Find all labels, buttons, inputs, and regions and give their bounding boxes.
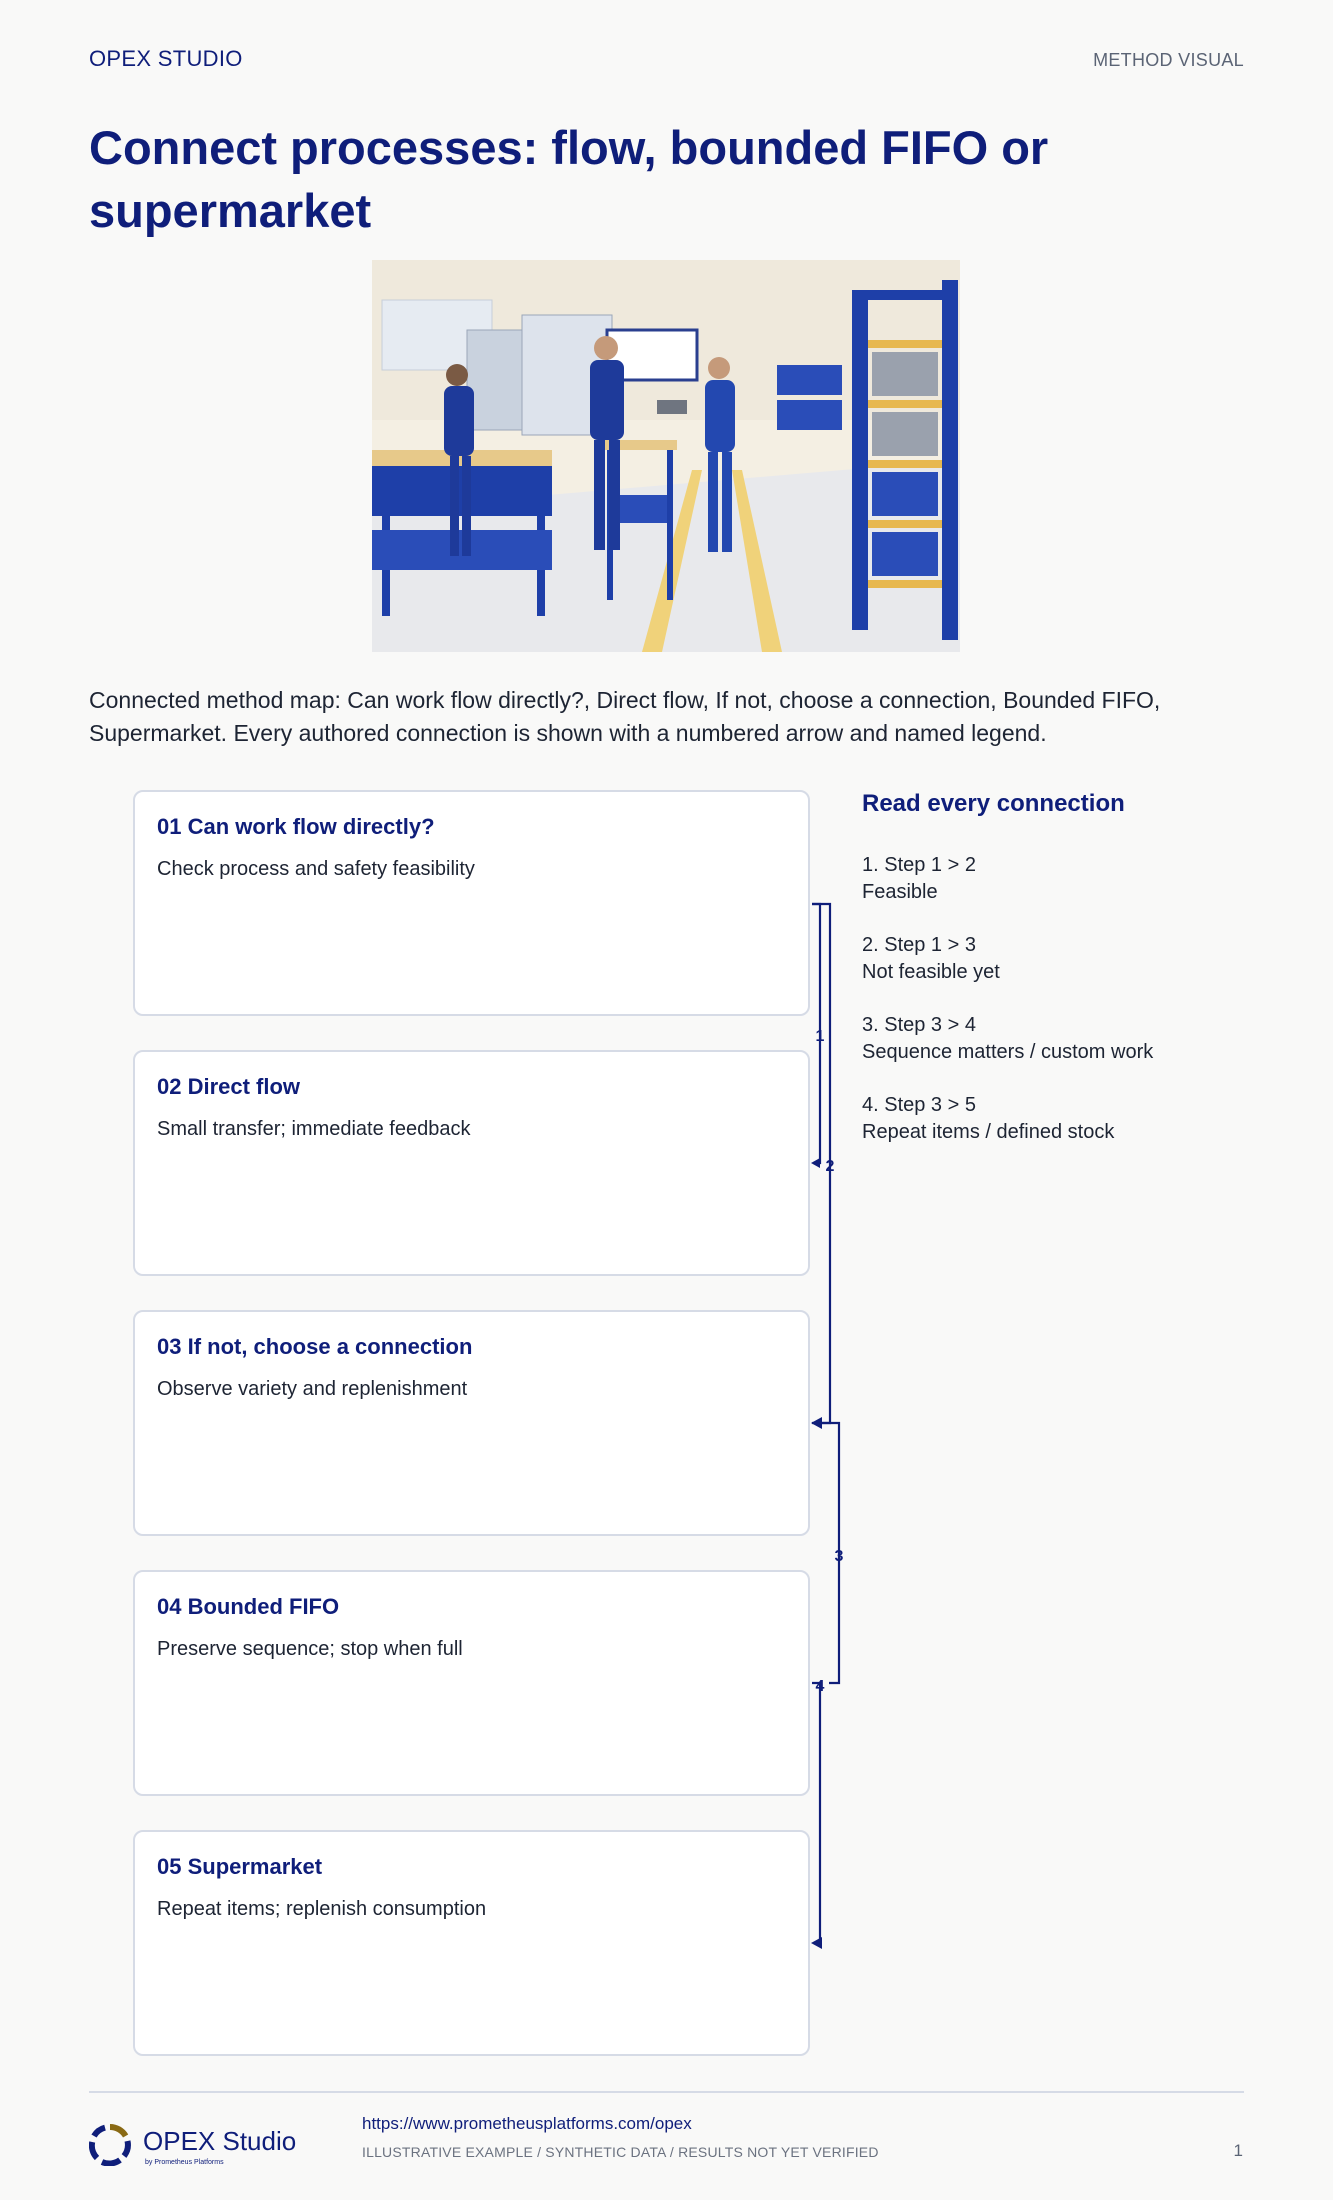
connection-legend (862, 790, 1282, 1172)
footer-disclaimer: ILLUSTRATIVE EXAMPLE / SYNTHETIC DATA / RESULTS NOT YET VERIFIED (362, 2144, 879, 2160)
step-description: Observe variety and replenishment (157, 1378, 468, 1400)
connection-number-4: 4 (815, 1678, 825, 1695)
legend-item (862, 852, 1282, 906)
brand-label: OPEX STUDIO (89, 46, 243, 71)
step-title: 01 Can work flow directly? (157, 814, 435, 839)
legend-route: 1. Step 1 > 2 (862, 854, 976, 876)
arrowhead-icon (811, 1417, 822, 1429)
connection-number-1: 1 (815, 1028, 825, 1045)
legend-label: Sequence matters / custom work (862, 1041, 1154, 1063)
legend-item (862, 1092, 1282, 1146)
arrowhead-icon (811, 1158, 820, 1168)
page-number: 1 (1233, 2141, 1243, 2160)
legend-label: Repeat items / defined stock (862, 1121, 1115, 1143)
legend-route: 2. Step 1 > 3 (862, 934, 976, 956)
section-tag: METHOD VISUAL (1093, 50, 1244, 70)
step-description: Preserve sequence; stop when full (157, 1638, 463, 1660)
step-description: Repeat items; replenish consumption (157, 1898, 487, 1920)
footer-url[interactable]: https://www.prometheusplatforms.com/opex (362, 2114, 692, 2133)
opex-logo-icon (89, 2124, 131, 2166)
footer-brand-sub: by Prometheus Platforms (145, 2159, 224, 2166)
page-title: Connect processes: flow, bounded FIFO or supermarket (89, 121, 1049, 237)
legend-title: Read every connection (862, 790, 1125, 817)
step-description: Check process and safety feasibility (157, 858, 475, 880)
connection-number-2: 2 (825, 1158, 835, 1175)
legend-label: Feasible (862, 881, 938, 903)
footer-brand-name: OPEX Studio (143, 2126, 297, 2156)
legend-route: 3. Step 3 > 4 (862, 1014, 976, 1036)
legend-label: Not feasible yet (862, 961, 1000, 983)
legend-item (862, 932, 1282, 986)
step-description: Small transfer; immediate feedback (157, 1118, 471, 1140)
legend-route: 4. Step 3 > 5 (862, 1094, 976, 1116)
legend-item (862, 1012, 1282, 1066)
step-title: 05 Supermarket (157, 1854, 323, 1879)
map-caption: Connected method map: Can work flow directly?, Direct flow, If not, choose a connection, Bounded FIFO, Supermarket. Every authored connection is shown with a numbered arrow and named legend. (89, 687, 1161, 746)
step-title: 04 Bounded FIFO (157, 1594, 340, 1619)
footer-divider (89, 2091, 1244, 2093)
step-title: 03 If not, choose a connection (157, 1334, 473, 1359)
connection-number-3: 3 (834, 1548, 844, 1565)
connection-arrow-4 (812, 1683, 820, 1943)
arrowhead-icon (811, 1937, 822, 1949)
step-title: 02 Direct flow (157, 1074, 301, 1099)
